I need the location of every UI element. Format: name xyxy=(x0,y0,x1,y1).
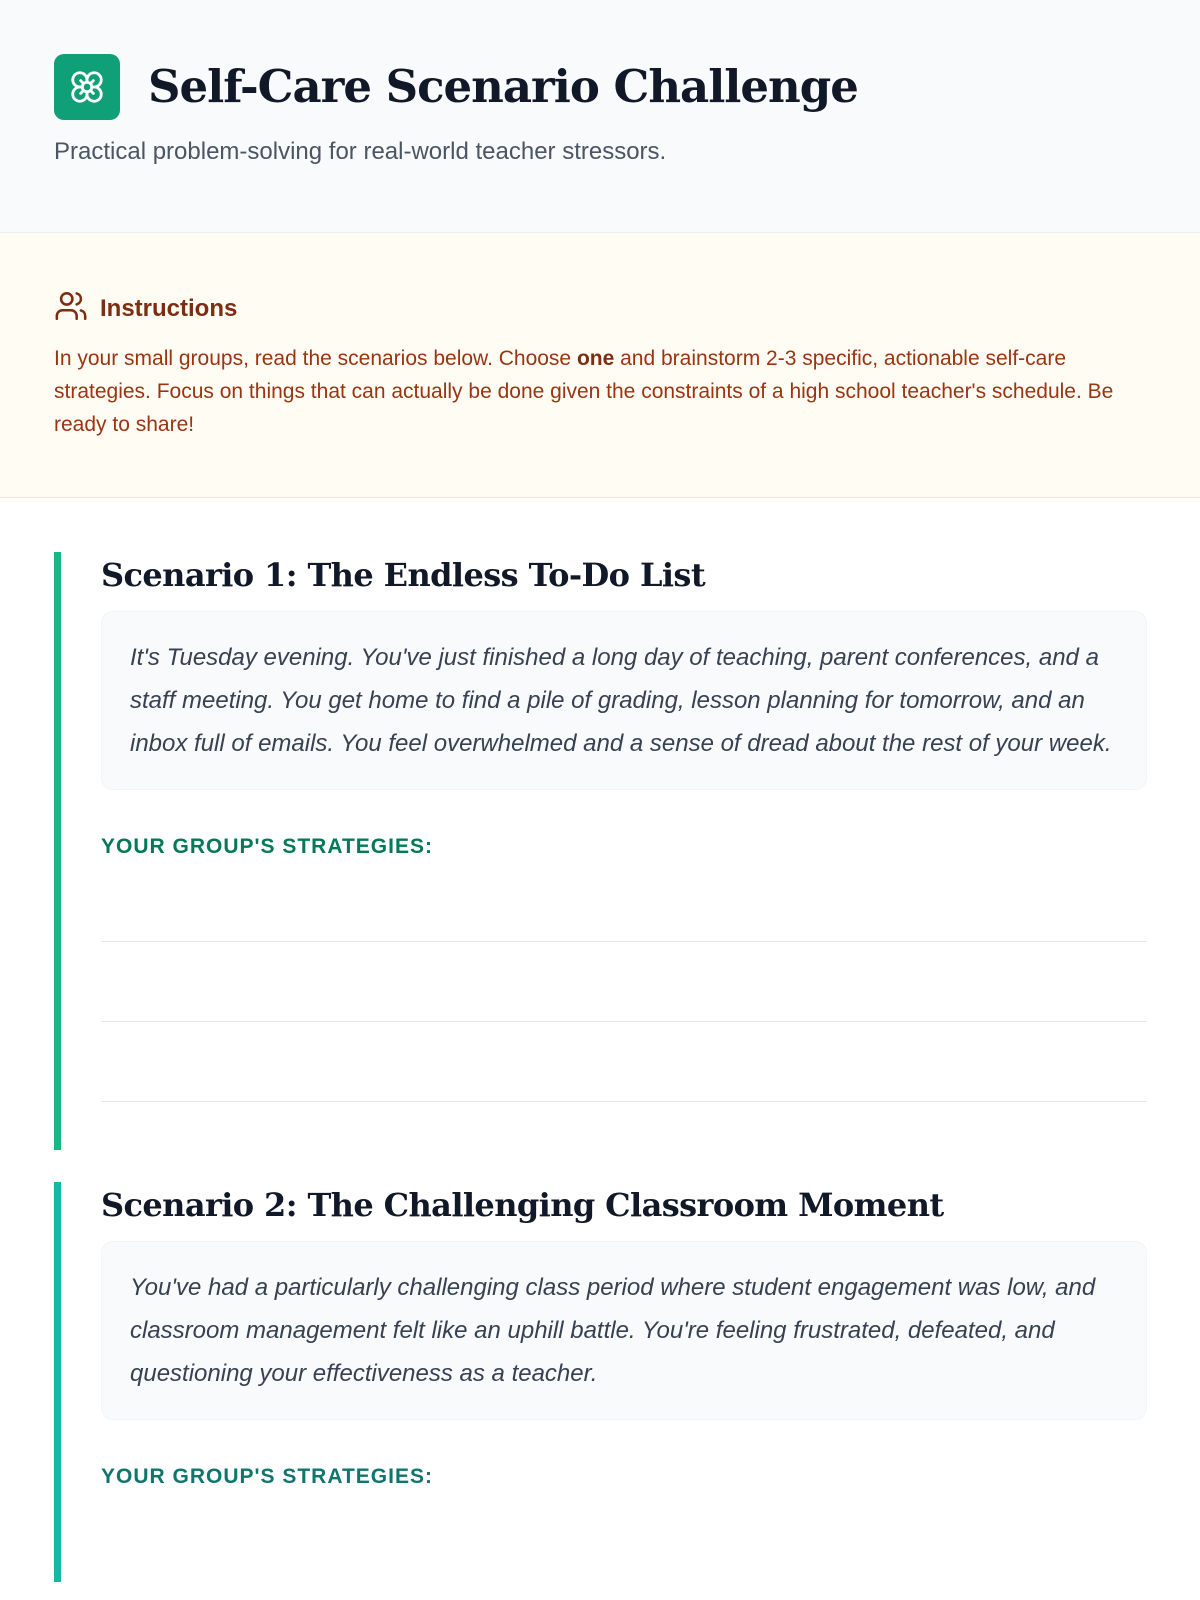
strategy-line[interactable] xyxy=(101,862,1147,942)
page-header xyxy=(0,0,1200,233)
instructions-text-part: In your small groups, read the scenarios below. Choose xyxy=(54,347,577,370)
page-subtitle: Practical problem-solving for real-world teacher stressors. xyxy=(54,138,667,165)
strategy-line[interactable] xyxy=(101,942,1147,1022)
instructions-panel xyxy=(0,233,1200,498)
strategies-label: YOUR GROUP'S STRATEGIES: xyxy=(101,1465,433,1488)
instructions-text xyxy=(54,342,1146,441)
strategies-label: YOUR GROUP'S STRATEGIES: xyxy=(101,835,433,858)
flower-icon xyxy=(54,54,120,120)
strategy-line[interactable] xyxy=(101,1022,1147,1102)
strategy-lines xyxy=(101,862,1147,1102)
scenario-title: Scenario 1: The Endless To-Do List xyxy=(101,556,706,594)
scenario-accent-bar xyxy=(54,1182,61,1582)
users-icon xyxy=(54,289,88,328)
instructions-emphasis: one xyxy=(576,347,615,370)
instructions-title: Instructions xyxy=(100,294,238,322)
instructions-text-part: and brainstorm 2-3 specific, actionable self-care strategies. Focus on things that can actually be done given the constraints of a high school teacher's schedule. Be ready to share! xyxy=(54,347,1114,436)
page-title: Self-Care Scenario Challenge xyxy=(148,60,858,113)
scenario-description: It's Tuesday evening. You've just finished a long day of teaching, parent conferences, and a staff meeting. You get home to find a pile of grading, lesson planning for tomorrow, and an inbox full of emails. You feel overwhelmed and a sense of dread about the rest of your week. xyxy=(101,611,1147,790)
instructions-heading xyxy=(54,289,1146,328)
scenario-card xyxy=(54,552,1147,1102)
scenario-accent-bar xyxy=(54,552,61,1150)
scenario-description: You've had a particularly challenging class period where student engagement was low, and classroom management felt like an uphill battle. You're feeling frustrated, defeated, and questioning your effectiveness as a teacher. xyxy=(101,1241,1147,1420)
title-row xyxy=(54,54,1146,120)
scenario-title: Scenario 2: The Challenging Classroom Moment xyxy=(101,1186,944,1224)
scenario-card xyxy=(54,1182,1147,1492)
